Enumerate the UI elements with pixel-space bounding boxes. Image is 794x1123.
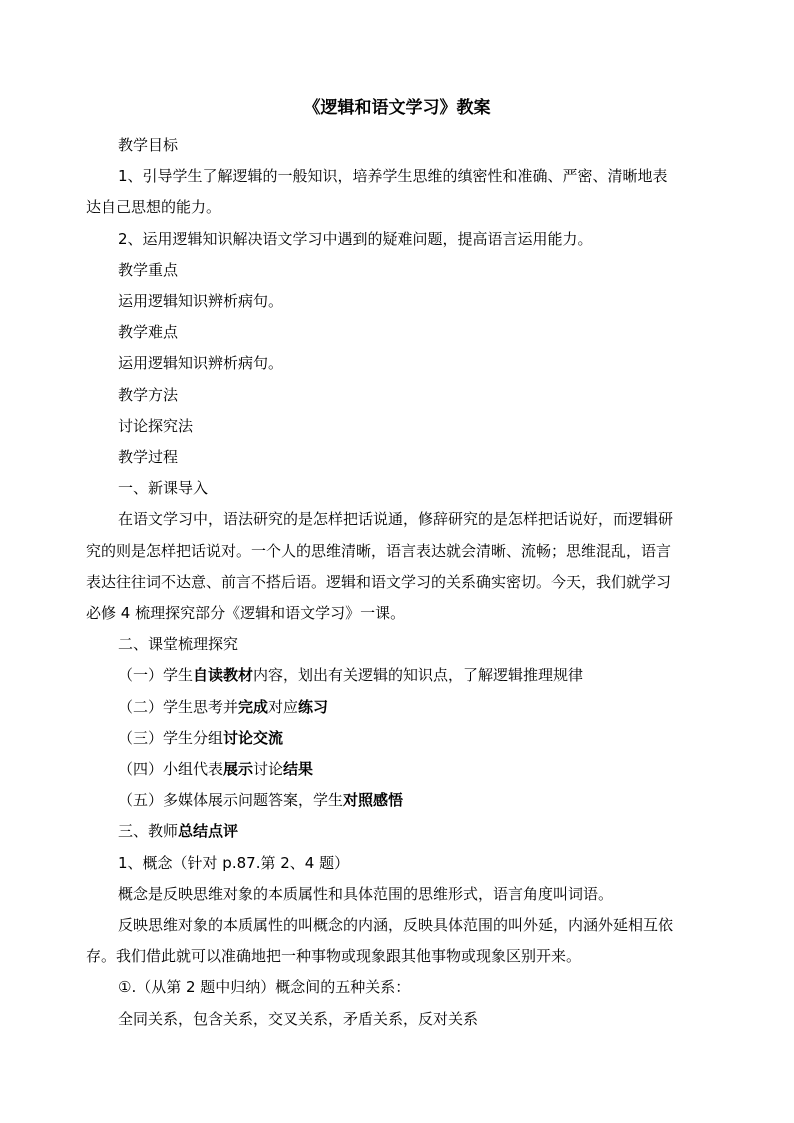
objective-2: 2、运用逻辑知识解决语文学习中遇到的疑难问题，提高语言运用能力。 <box>118 229 593 248</box>
step-5: （五）多媒体展示问题答案，学生对照感悟 <box>118 791 404 810</box>
relations-list: 全同关系，包含关系，交叉关系，矛盾关系，反对关系 <box>118 1009 479 1028</box>
process-heading: 教学过程 <box>118 448 179 467</box>
section-1-heading: 一、新课导入 <box>118 479 209 498</box>
method-text: 讨论探究法 <box>118 416 194 435</box>
document-body <box>86 130 678 1035</box>
difficulty-heading: 教学难点 <box>118 323 179 342</box>
section-2-heading: 二、课堂梳理探究 <box>118 635 239 654</box>
relations-heading: ①.（从第 2 题中归纳）概念间的五种关系： <box>118 978 411 997</box>
concept-heading: 1、概念（针对 p.87.第 2、4 题） <box>118 853 350 872</box>
method-heading: 教学方法 <box>118 385 179 404</box>
difficulty-text: 运用逻辑知识辨析病句。 <box>118 354 284 373</box>
step-2: （二）学生思考并完成对应练习 <box>118 697 329 716</box>
key-text: 运用逻辑知识辨析病句。 <box>118 292 284 311</box>
step-3: （三）学生分组讨论交流 <box>118 728 284 747</box>
objective-1: 1、引导学生了解逻辑的一般知识，培养学生思维的缜密性和准确、严密、清晰地表达自己思想的能力。 <box>86 167 668 217</box>
objectives-heading: 教学目标 <box>118 136 179 154</box>
key-heading: 教学重点 <box>118 260 179 279</box>
page-title: 《逻辑和语文学习》教案 <box>303 98 491 118</box>
concept-definition: 概念是反映思维对象的本质属性和具体范围的思维形式，语言角度叫词语。 <box>118 884 614 903</box>
intro-paragraph: 在语文学习中，语法研究的是怎样把话说通，修辞研究的是怎样把话说好，而逻辑研究的则是怎样把话说对。一个人的思维清晰，语言表达就会清晰、流畅；思维混乱，语言表达往往词不达意、前言不搭后语。逻辑和语文学习的关系确实密切。今天，我们就学习必修 4 梳理探究部分《逻辑和语文学习》一课。 <box>86 510 674 623</box>
step-4: （四）小组代表展示讨论结果 <box>118 760 314 779</box>
concept-paragraph: 反映思维对象的本质属性的叫概念的内涵，反映具体范围的叫外延，内涵外延相互依存。我们借此就可以准确地把一种事物或现象跟其他事物或现象区别开来。 <box>86 916 674 966</box>
step-1: （一）学生自读教材内容，划出有关逻辑的知识点，了解逻辑推理规律 <box>118 666 584 685</box>
section-3-heading: 三、教师总结点评 <box>118 822 239 841</box>
